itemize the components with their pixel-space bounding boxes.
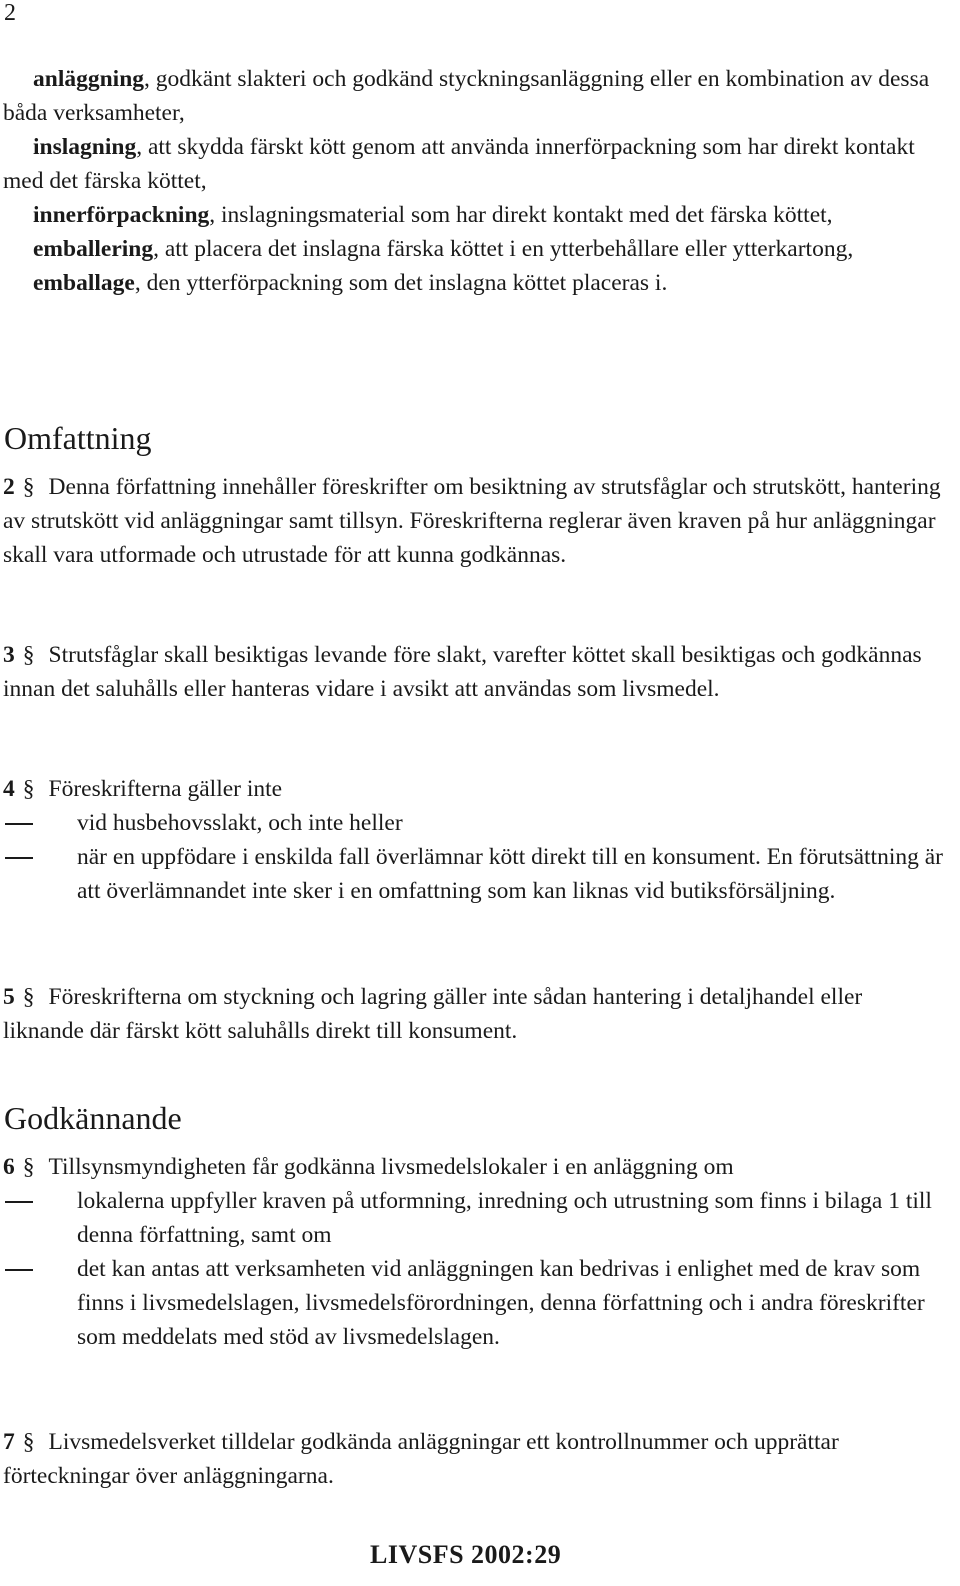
section-lead xyxy=(3,1150,948,1184)
section-text: Denna författning innehåller föreskrifter om besiktning av strutsfåglar och strutskött, hantering av strutskött vid anläggningar samt tillsyn. Föreskrifterna reglerar även kraven på hur anläggningar skall vara utformade och utrustade för att kunna godkännas. xyxy=(3,474,941,568)
definition-term: innerförpackning xyxy=(33,202,210,228)
section-text: Strutsfåglar skall besiktigas levande före slakt, varefter köttet skall besiktigas och godkännas innan det saluhålls eller hanteras vidare i avsikt att användas som livsmedel. xyxy=(3,642,922,702)
list-item-text: när en uppfödare i enskilda fall överlämnar kött direkt till en konsument. En förutsättning är att överlämnandet inte sker i en omfattning som kan liknas vid butiksförsäljning. xyxy=(77,844,943,904)
list-item-text: det kan antas att verksamheten vid anläggningen kan bedrivas i enlighet med de krav som finns i livsmedelslagen, livsmedelsförordningen, denna författning och i andra föreskrifter som meddelats med stöd av livsmedelslagen. xyxy=(77,1256,925,1350)
definition-innerforpackning xyxy=(3,198,948,232)
list-item xyxy=(3,1252,948,1354)
definitions-list xyxy=(3,62,948,300)
definition-emballage xyxy=(3,266,948,300)
section-5 xyxy=(3,980,948,1048)
section-6 xyxy=(3,1150,948,1354)
section-sign: § xyxy=(22,474,35,500)
definition-inslagning xyxy=(3,130,948,198)
definition-anlaggning xyxy=(3,62,948,130)
definition-text: , att placera det inslagna färska köttet i en ytterbehållare eller ytterkartong, xyxy=(153,236,854,262)
section-text: Tillsynsmyndigheten får godkänna livsmedelslokaler i en anläggning om xyxy=(48,1154,734,1180)
definition-emballering xyxy=(3,232,948,266)
definition-text: , att skydda färskt kött genom att använda innerförpackning som har direkt kontakt med det färska köttet, xyxy=(3,134,915,194)
section-sign: § xyxy=(22,1154,35,1180)
section-number: 2 xyxy=(3,474,15,500)
section-number: 3 xyxy=(3,642,15,668)
section-number: 4 xyxy=(3,776,15,802)
section-text: Föreskrifterna om styckning och lagring gäller inte sådan hantering i detaljhandel eller liknande där färskt kött saluhålls direkt till konsument. xyxy=(3,984,863,1044)
section-sign: § xyxy=(22,1429,35,1455)
definition-term: inslagning xyxy=(33,134,137,160)
section-3 xyxy=(3,638,948,706)
section-text: Livsmedelsverket tilldelar godkända anläggningar ett kontrollnummer och upprättar förteckningar över anläggningarna. xyxy=(3,1429,839,1489)
section-4 xyxy=(3,772,948,908)
section-sign: § xyxy=(22,984,35,1010)
definition-text: , inslagningsmaterial som har direkt kontakt med det färska köttet, xyxy=(209,202,833,228)
section-lead xyxy=(3,772,948,806)
definition-term: anläggning xyxy=(33,66,145,92)
heading-omfattning: Omfattning xyxy=(4,420,152,456)
page-number: 2 xyxy=(4,0,16,26)
section-2 xyxy=(3,470,948,572)
section-sign: § xyxy=(22,776,35,802)
section-number: 6 xyxy=(3,1154,15,1180)
section-sign: § xyxy=(22,642,35,668)
section-text: Föreskrifterna gäller inte xyxy=(48,776,283,802)
definition-text: , godkänt slakteri och godkänd styckningsanläggning eller en kombination av dessa båda verksamheter, xyxy=(3,66,930,126)
heading-godkannande: Godkännande xyxy=(4,1100,182,1136)
list-item-text: lokalerna uppfyller kraven på utformning, inredning och utrustning som finns i bilaga 1 till denna författning, samt om xyxy=(77,1188,932,1248)
list-item xyxy=(3,840,948,908)
dash-list xyxy=(3,1184,948,1354)
definition-term: emballering xyxy=(33,236,154,262)
dash-list xyxy=(3,806,948,908)
definition-term: emballage xyxy=(33,270,135,296)
list-item xyxy=(3,1184,948,1252)
document-footer: LIVSFS 2002:29 xyxy=(370,1540,562,1569)
section-7 xyxy=(3,1425,948,1493)
list-item xyxy=(3,806,948,840)
section-number: 7 xyxy=(3,1429,15,1455)
section-number: 5 xyxy=(3,984,15,1010)
definition-text: , den ytterförpackning som det inslagna köttet placeras i. xyxy=(134,270,668,296)
list-item-text: vid husbehovsslakt, och inte heller xyxy=(77,810,403,836)
